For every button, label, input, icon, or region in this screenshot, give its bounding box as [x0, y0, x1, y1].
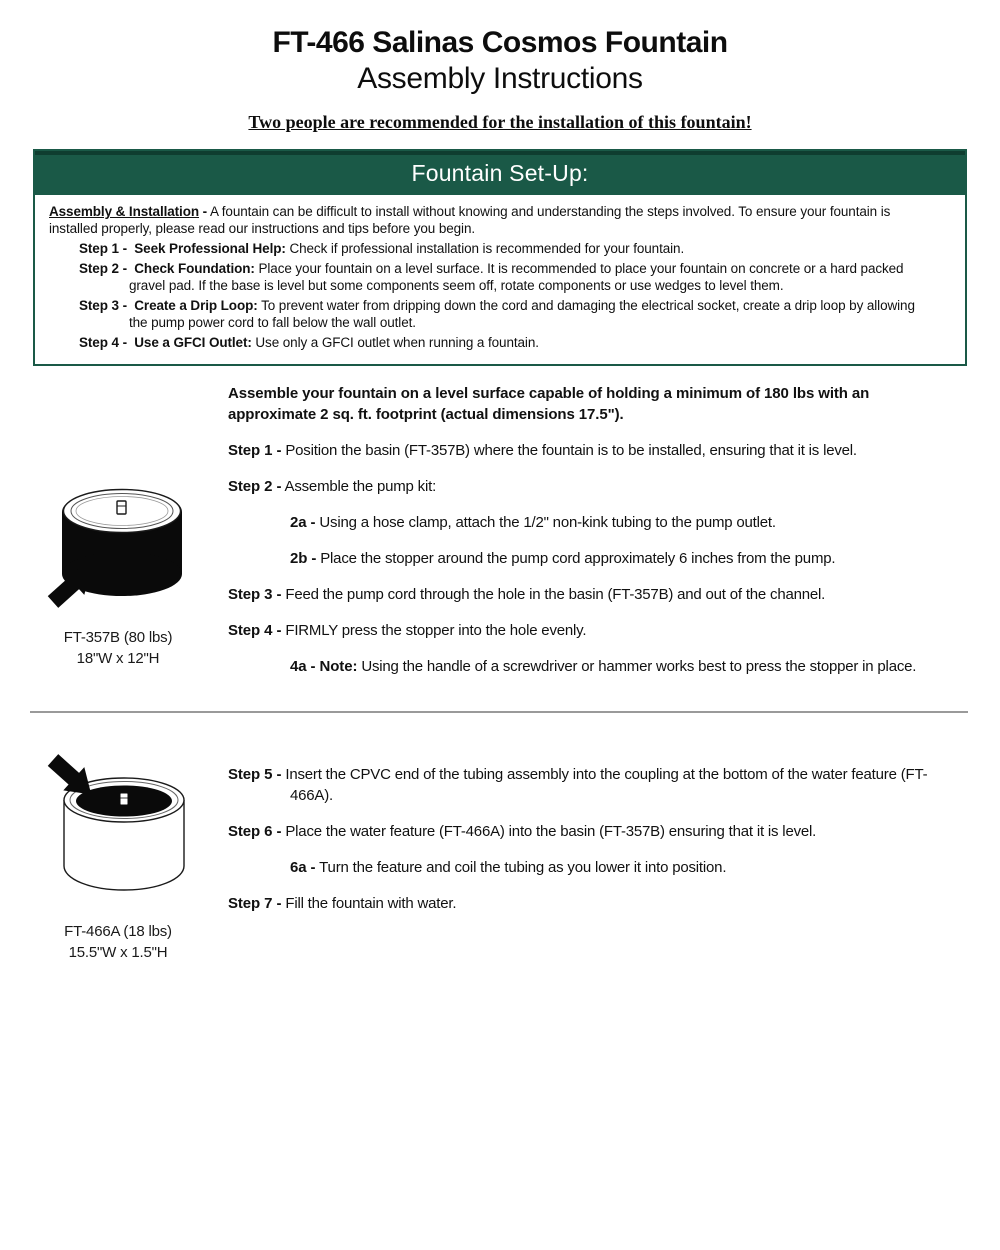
pipe-fitting-icon — [117, 501, 126, 514]
step-text: Fill the fountain with water. — [285, 895, 457, 912]
step-text: Using the handle of a screwdriver or hammer works best to press the stopper in place. — [361, 658, 917, 675]
setup-step-2 — [49, 260, 925, 294]
setup-intro-separator: - — [202, 204, 208, 219]
figure-caption — [36, 921, 200, 963]
assembly-step-5 — [228, 764, 958, 806]
step-label: Step 2 - — [79, 261, 127, 276]
step-text: Place the water feature (FT-466A) into the basin (FT-357B) ensuring that it is level. — [285, 823, 817, 840]
assembly-step-4 — [228, 620, 958, 641]
assembly-step-7 — [228, 893, 958, 914]
step-label: 6a - — [290, 859, 316, 876]
document-header — [0, 0, 1000, 133]
assembly-intro: Assemble your fountain on a level surface capable of holding a minimum of 180 lbs with an approximate 2 sq. ft. footprint (actual dimensions 17.5"). — [228, 385, 870, 423]
section-divider — [30, 711, 968, 713]
figure-caption — [36, 627, 200, 669]
setup-box-body — [35, 195, 965, 364]
step-text: Position the basin (FT-357B) where the fountain is to be installed, ensuring that it is level. — [285, 442, 857, 459]
step-text: Place the stopper around the pump cord approximately 6 inches from the pump. — [320, 550, 836, 567]
step-text: Turn the feature and coil the tubing as you lower it into position. — [319, 859, 727, 876]
assembly-instructions — [228, 383, 958, 914]
step-label: Step 6 - — [228, 823, 282, 840]
pipe-fitting-icon — [120, 793, 128, 805]
step-label: Step 5 - — [228, 766, 282, 783]
step-label: Step 4 - — [228, 622, 282, 639]
setup-intro-text: A fountain can be difficult to install without knowing and understanding the steps involved. To ensure your fountain is installed properly, please read our instructions and tips before you begin. — [49, 204, 891, 236]
step-label: 4a - Note: — [290, 658, 358, 675]
step-title: Use a GFCI Outlet: — [134, 335, 252, 350]
step-label: Step 1 - — [228, 442, 282, 459]
assembly-step-2a — [290, 512, 958, 533]
figure-caption-line1: FT-357B (80 lbs) — [63, 629, 173, 646]
step-label: Step 1 - — [79, 241, 127, 256]
step-text: Place your fountain on a level surface. It is recommended to place your fountain on concrete or a hard packed gravel pad. If the base is level but some components seem off, rotate components or use wedges to level them. — [129, 261, 904, 293]
page-title: FT-466 Salinas Cosmos Fountain — [272, 26, 728, 59]
assembly-step-4a — [290, 656, 958, 677]
water-feature-illustration — [36, 746, 200, 912]
basin-illustration — [36, 476, 200, 620]
figure-caption-line2: 15.5"W x 1.5"H — [68, 944, 168, 961]
step-text: To prevent water from dripping down the cord and damaging the electrical socket, create a drip loop by allowing the pump power cord to fall below the wall outlet. — [129, 298, 915, 330]
assembly-step-2b — [290, 548, 958, 569]
setup-step-3 — [49, 297, 925, 331]
assembly-step-1 — [228, 440, 958, 461]
figure-caption-line1: FT-466A (18 lbs) — [64, 923, 172, 940]
assembly-step-6a — [290, 857, 958, 878]
step-text: Insert the CPVC end of the tubing assembly into the coupling at the bottom of the water feature (FT-466A). — [285, 766, 928, 804]
assembly-step-3 — [228, 584, 958, 605]
step-title: Create a Drip Loop: — [134, 298, 258, 313]
setup-box-header: Fountain Set-Up: — [35, 151, 965, 195]
assembly-step-6 — [228, 821, 958, 842]
page-subtitle: Assembly Instructions — [357, 62, 643, 95]
step-label: 2b - — [290, 550, 317, 567]
assembly-step-2 — [228, 476, 958, 497]
step-label: Step 3 - — [79, 298, 127, 313]
water-feature-figure — [36, 746, 200, 963]
step-label: Step 3 - — [228, 586, 282, 603]
figure-caption-line2: 18"W x 12"H — [76, 650, 160, 667]
setup-intro-label: Assembly & Installation — [49, 204, 199, 219]
step-text: Feed the pump cord through the hole in the basin (FT-357B) and out of the channel. — [285, 586, 826, 603]
step-text: Check if professional installation is recommended for your fountain. — [289, 241, 685, 256]
warning-note: Two people are recommended for the installation of this fountain! — [248, 112, 752, 132]
setup-intro — [49, 203, 925, 237]
step-text: Use only a GFCI outlet when running a fountain. — [255, 335, 539, 350]
step-label: Step 7 - — [228, 895, 282, 912]
step-text: Assemble the pump kit: — [284, 478, 437, 495]
step-label: Step 4 - — [79, 335, 127, 350]
step-text: Using a hose clamp, attach the 1/2" non-kink tubing to the pump outlet. — [319, 514, 776, 531]
step-label: Step 2 - — [228, 478, 282, 495]
step-title: Seek Professional Help: — [134, 241, 286, 256]
step-text: FIRMLY press the stopper into the hole evenly. — [285, 622, 587, 639]
step-label: 2a - — [290, 514, 316, 531]
setup-step-4 — [49, 334, 925, 351]
step-title: Check Foundation: — [134, 261, 255, 276]
setup-box — [33, 149, 967, 366]
setup-step-1 — [49, 240, 925, 257]
basin-figure — [36, 476, 200, 669]
